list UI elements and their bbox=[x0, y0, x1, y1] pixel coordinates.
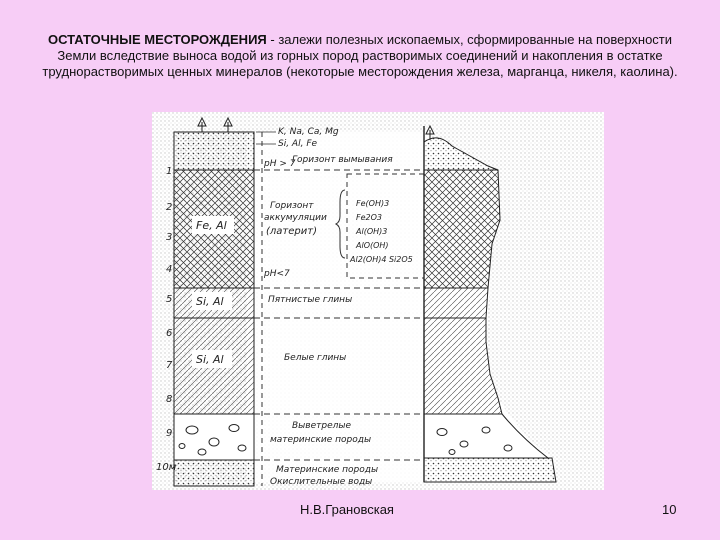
mineral-5: Al2(OH)4 Si2O5 bbox=[350, 255, 413, 264]
oxidizing-waters: Окислительные воды bbox=[270, 477, 373, 487]
title-bold: ОСТАТОЧНЫЕ МЕСТОРОЖДЕНИЯ bbox=[47, 32, 267, 47]
mineral-4: AlO(OH) bbox=[356, 241, 389, 250]
scale-4: 4 bbox=[166, 264, 173, 275]
scale-8: 8 bbox=[166, 394, 173, 405]
scale-6: 6 bbox=[166, 328, 173, 339]
weathering-profile-diagram bbox=[152, 112, 604, 490]
weathered-1: Выветрелые bbox=[292, 421, 352, 431]
scale-3: 3 bbox=[166, 232, 173, 243]
horizon-accum-2: аккумуляции bbox=[264, 213, 327, 223]
si-al-label-2: Si, Al bbox=[196, 353, 224, 366]
horizon-accum-3: (латерит) bbox=[266, 226, 317, 237]
top-elements-2: Si, Al, Fe bbox=[278, 139, 318, 149]
ph-mid: pH<7 bbox=[264, 269, 290, 279]
top-elements-1: K, Na, Ca, Mg bbox=[278, 127, 339, 137]
scale-7: 7 bbox=[166, 360, 173, 371]
horizon-accum-1: Горизонт bbox=[270, 201, 314, 211]
mineral-2: Fe2O3 bbox=[356, 213, 382, 222]
left-column bbox=[174, 118, 254, 486]
title-text: - залежи полезных ископаемых, сформированные на поверхности Земли вследствие выноса водой из горных пород растворимых соединений и накопления в остатке труднорастворимых ценных минералов (некоторые месторождения железа, марганца, никеля, каолина). bbox=[42, 32, 678, 79]
fe-al-label: Fe, Al bbox=[196, 219, 227, 232]
si-al-label-1: Si, Al bbox=[196, 295, 224, 308]
mineral-3: Al(OH)3 bbox=[356, 227, 388, 236]
parent-rocks: Материнские породы bbox=[276, 465, 379, 475]
ph-top: pH > 7 bbox=[264, 159, 296, 169]
white-clays: Белые глины bbox=[284, 353, 347, 363]
horizon-leaching: Горизонт вымывания bbox=[292, 155, 393, 165]
scale-2: 2 bbox=[166, 202, 173, 213]
scale-9: 9 bbox=[166, 428, 173, 439]
page-number: 10 bbox=[662, 502, 677, 517]
scale-5: 5 bbox=[166, 294, 173, 305]
author-footer: Н.В.Грановская bbox=[300, 502, 394, 517]
spotted-clays: Пятнистые глины bbox=[268, 295, 353, 305]
slide-title bbox=[40, 32, 680, 80]
scale-1: 1 bbox=[166, 166, 173, 177]
weathered-2: материнские породы bbox=[270, 435, 372, 445]
mineral-1: Fe(OH)3 bbox=[356, 199, 390, 208]
scale-10: 10м bbox=[156, 462, 177, 473]
